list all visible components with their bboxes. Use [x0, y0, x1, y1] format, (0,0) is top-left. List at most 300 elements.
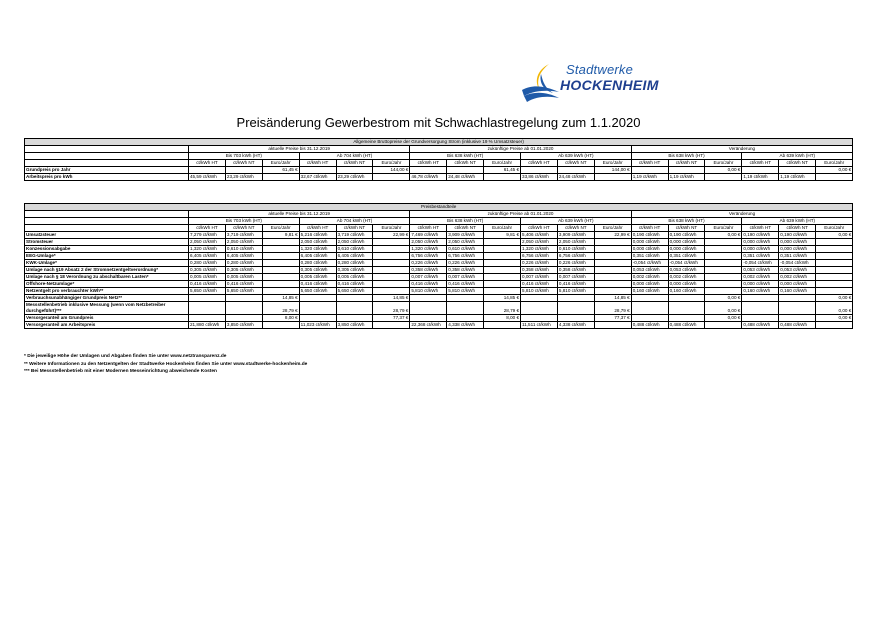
footnote-2: ** Weitere Informationen zu den Netzentgelten der Stadtwerke Hockenheim finden Sie unter www.stadtwerke-hockenheim.de	[24, 361, 308, 367]
table-row	[25, 315, 853, 322]
table-cell: 1,320 ct/kWh	[189, 246, 226, 253]
table-cell: 0,005 ct/kWh	[299, 274, 336, 281]
table-cell: 0,000 ct/kWh	[668, 281, 705, 288]
table-cell	[557, 315, 594, 322]
unit-header: ct/kWh HT	[742, 225, 779, 232]
table-cell	[447, 315, 484, 322]
table-cell: 0,351 ct/kWh	[631, 253, 668, 260]
table-row	[25, 302, 853, 315]
table-cell	[816, 288, 853, 295]
table-cell	[594, 288, 631, 295]
row-label: Umsatzsteuer	[25, 232, 189, 239]
table-cell	[262, 267, 299, 274]
unit-header: Euro/Jahr	[594, 160, 631, 167]
table-cell	[557, 302, 594, 315]
table-cell: 0,000 ct/kWh	[668, 246, 705, 253]
table-cell: 3,850 ct/kWh	[225, 322, 262, 329]
table-cell: 0,000 ct/kWh	[742, 281, 779, 288]
table-row	[25, 239, 853, 246]
table-cell	[594, 322, 631, 329]
table-cell	[816, 260, 853, 267]
unit-header: Euro/Jahr	[373, 160, 410, 167]
row-label: Umlage nach §19 Absatz 2 der Stromnetzentgeltverordnung*	[25, 267, 189, 274]
table-cell: 0,416 ct/kWh	[189, 281, 226, 288]
table-cell: 6,405 ct/kWh	[336, 253, 373, 260]
table-cell	[484, 260, 521, 267]
row-label: Offshore-Netzumlage*	[25, 281, 189, 288]
table-cell	[262, 274, 299, 281]
table-cell	[484, 274, 521, 281]
table-heading: Preisbestandteile	[25, 204, 853, 211]
table-cell	[484, 288, 521, 295]
unit-header: ct/kWh HT	[410, 160, 447, 167]
unit-header: ct/kWh NT	[557, 160, 594, 167]
table-row	[25, 253, 853, 260]
table-cell: 33,86 ct/kWh	[521, 174, 558, 181]
table-cell: 0,190 ct/kWh	[779, 232, 816, 239]
row-label: KWK-Umlage*	[25, 260, 189, 267]
subgroup-header: Bis 638 kWh (HT)	[410, 218, 521, 225]
table-cell	[742, 315, 779, 322]
unit-header-row	[25, 160, 853, 167]
table-cell	[262, 174, 299, 181]
table-heading-row	[25, 204, 853, 211]
table-cell: 28,79 €	[484, 302, 521, 315]
table-cell	[705, 288, 742, 295]
table-cell: 0,358 ct/kWh	[557, 267, 594, 274]
table-cell	[816, 267, 853, 274]
table-cell	[779, 302, 816, 315]
empty-cell	[25, 218, 189, 225]
table-cell	[705, 174, 742, 181]
table-cell	[373, 260, 410, 267]
table-cell	[521, 295, 558, 302]
table-cell	[594, 281, 631, 288]
table-cell: 5,650 ct/kWh	[225, 288, 262, 295]
table-cell: 6,756 ct/kWh	[447, 253, 484, 260]
unit-header: ct/kWh HT	[189, 160, 226, 167]
table-cell: 0,416 ct/kWh	[447, 281, 484, 288]
table-cell	[557, 295, 594, 302]
table-cell: 0,000 ct/kWh	[631, 281, 668, 288]
table-cell: 2,050 ct/kWh	[557, 239, 594, 246]
table-cell: 0,610 ct/kWh	[225, 246, 262, 253]
table-cell	[557, 167, 594, 174]
table-cell: 0,226 ct/kWh	[447, 260, 484, 267]
table-cell: 77,37 €	[594, 315, 631, 322]
table-cell	[594, 239, 631, 246]
subgroup-header: Ab 704 kWh (HT)	[299, 153, 410, 160]
table-cell: 9,81 €	[262, 232, 299, 239]
table-cell: 0,007 ct/kWh	[410, 274, 447, 281]
table-cell	[225, 302, 262, 315]
table-cell: 144,00 €	[373, 167, 410, 174]
table-cell	[373, 174, 410, 181]
table-cell: 3,909 ct/kWh	[557, 232, 594, 239]
table-cell: 0,160 ct/kWh	[668, 288, 705, 295]
table-cell	[705, 246, 742, 253]
unit-header: ct/kWh HT	[410, 225, 447, 232]
footnotes	[24, 353, 307, 376]
footnote-3: *** Bei Messstellenbetrieb mit einer Modernen Messeinrichtung abweichende Kosten	[24, 369, 217, 374]
table-cell: 4,338 ct/kWh	[447, 322, 484, 329]
unit-header: ct/kWh HT	[299, 160, 336, 167]
table-cell: 0,358 ct/kWh	[521, 267, 558, 274]
row-label: Versorgeranteil am Arbeitspreis	[25, 322, 189, 329]
subgroup-header: Bis 638 kWh (HT)	[631, 218, 742, 225]
table-cell: 0,416 ct/kWh	[557, 281, 594, 288]
table-cell: 0,358 ct/kWh	[447, 267, 484, 274]
subgroup-header: Ab 639 kWh (HT)	[521, 218, 632, 225]
table-cell: 0,305 ct/kWh	[189, 267, 226, 274]
table-cell	[225, 167, 262, 174]
table-cell	[225, 295, 262, 302]
unit-header: ct/kWh NT	[225, 160, 262, 167]
table-cell: 14,85 €	[484, 295, 521, 302]
table-cell	[668, 302, 705, 315]
table-cell	[631, 167, 668, 174]
unit-header: ct/kWh HT	[521, 225, 558, 232]
subgroup-header: Bis 703 kWh (HT)	[189, 218, 300, 225]
table-cell	[594, 253, 631, 260]
subgroup-header: Bis 703 kWh (HT)	[189, 153, 300, 160]
empty-cell	[25, 146, 189, 153]
table-cell	[373, 281, 410, 288]
table-cell: 14,85 €	[373, 295, 410, 302]
table-cell	[484, 246, 521, 253]
table-cell: 144,00 €	[594, 167, 631, 174]
table-cell: 23,29 ct/kWh	[225, 174, 262, 181]
table-cell: 0,305 ct/kWh	[225, 267, 262, 274]
table-cell	[189, 302, 226, 315]
table-cell	[373, 253, 410, 260]
table-cell: 6,756 ct/kWh	[557, 253, 594, 260]
table-cell: -0,054 ct/kWh	[742, 260, 779, 267]
unit-header: ct/kWh NT	[668, 160, 705, 167]
unit-header: ct/kWh NT	[225, 225, 262, 232]
table-cell	[262, 288, 299, 295]
table-cell	[262, 281, 299, 288]
table-cell: 0,000 ct/kWh	[742, 239, 779, 246]
table-cell: 5,216 ct/kWh	[299, 232, 336, 239]
row-label: EEG-Umlage*	[25, 253, 189, 260]
table-cell	[705, 322, 742, 329]
table-cell	[336, 315, 373, 322]
table-cell: 0,00 €	[816, 315, 853, 322]
table-cell	[299, 295, 336, 302]
table-cell	[742, 295, 779, 302]
unit-header: ct/kWh HT	[521, 160, 558, 167]
empty-cell	[25, 153, 189, 160]
table-cell: 24,48 ct/kWh	[447, 174, 484, 181]
unit-header: ct/kWh NT	[668, 225, 705, 232]
table-cell: 0,160 ct/kWh	[631, 288, 668, 295]
unit-header: Euro/Jahr	[484, 225, 521, 232]
table-cell: 28,79 €	[262, 302, 299, 315]
table-cell	[410, 315, 447, 322]
gross-price-table	[24, 138, 853, 181]
table-cell: 4,338 ct/kWh	[557, 322, 594, 329]
table-cell: 0,610 ct/kWh	[557, 246, 594, 253]
table-cell: 0,002 ct/kWh	[779, 274, 816, 281]
table-cell	[779, 167, 816, 174]
table-cell: 0,190 ct/kWh	[631, 232, 668, 239]
table-cell: 1,19 ct/kWh	[742, 174, 779, 181]
table-heading: Allgemeine Bruttopreise der Grundversorgung Strom (inklusive 19 % Umsatzsteuer)	[25, 139, 853, 146]
table-cell: 3,909 ct/kWh	[447, 232, 484, 239]
table-cell	[816, 239, 853, 246]
table-cell: 28,79 €	[373, 302, 410, 315]
row-label: Konzessionsabgabe	[25, 246, 189, 253]
table-row	[25, 167, 853, 174]
empty-cell	[25, 160, 189, 167]
table-cell	[631, 295, 668, 302]
table-cell: 5,650 ct/kWh	[336, 288, 373, 295]
table-cell	[816, 322, 853, 329]
footnote-1: * Die jeweilige Höhe der Umlagen und Abgaben finden Sie unter www.netztransparenz.de	[24, 354, 227, 359]
table-cell: 7,279 ct/kWh	[189, 232, 226, 239]
row-label: Grundpreis pro Jahr	[25, 167, 189, 174]
subgroup-header: Ab 639 kWh (HT)	[742, 218, 853, 225]
table-cell: 46,78 ct/kWh	[410, 174, 447, 181]
row-label: Messstellenbetrieb inklusive Messung (wenn vom Netzbetreiber durchgeführt)***	[25, 302, 189, 315]
unit-header: Euro/Jahr	[705, 160, 742, 167]
table-cell	[373, 288, 410, 295]
table-cell: 5,650 ct/kWh	[189, 288, 226, 295]
unit-header: Euro/Jahr	[262, 225, 299, 232]
table-cell: 3,850 ct/kWh	[336, 322, 373, 329]
table-cell: 0,351 ct/kWh	[668, 253, 705, 260]
table-cell: 14,85 €	[262, 295, 299, 302]
table-cell: 3,719 ct/kWh	[225, 232, 262, 239]
unit-header: ct/kWh HT	[631, 225, 668, 232]
table-cell	[410, 302, 447, 315]
table-cell: 0,226 ct/kWh	[410, 260, 447, 267]
table-cell: 2,050 ct/kWh	[299, 239, 336, 246]
table-row	[25, 322, 853, 329]
group-header: Veränderung	[631, 211, 853, 218]
table-cell	[668, 295, 705, 302]
table-cell: 0,488 ct/kWh	[631, 322, 668, 329]
table-cell: 0,610 ct/kWh	[447, 246, 484, 253]
table-cell: 6,405 ct/kWh	[189, 253, 226, 260]
table-cell: 6,756 ct/kWh	[521, 253, 558, 260]
table-cell	[521, 315, 558, 322]
table-cell: 32,67 ct/kWh	[299, 174, 336, 181]
subgroup-header: Bis 638 kWh (HT)	[631, 153, 742, 160]
table-cell: 1,320 ct/kWh	[299, 246, 336, 253]
table-cell: 2,050 ct/kWh	[410, 239, 447, 246]
table-cell: 61,45 €	[484, 167, 521, 174]
table-cell	[373, 322, 410, 329]
table-cell	[705, 260, 742, 267]
table-cell	[373, 246, 410, 253]
table-row	[25, 288, 853, 295]
table-cell	[373, 239, 410, 246]
table-cell	[779, 315, 816, 322]
table-cell: 0,000 ct/kWh	[668, 239, 705, 246]
table-cell: 0,190 ct/kWh	[668, 232, 705, 239]
table-cell	[484, 281, 521, 288]
table-row	[25, 174, 853, 181]
table-cell	[262, 253, 299, 260]
table-cell: 0,280 ct/kWh	[189, 260, 226, 267]
unit-header: ct/kWh NT	[336, 225, 373, 232]
table-cell: 0,610 ct/kWh	[336, 246, 373, 253]
group-header-row	[25, 211, 853, 218]
table-cell: -0,054 ct/kWh	[668, 260, 705, 267]
table-cell: 0,351 ct/kWh	[742, 253, 779, 260]
empty-cell	[25, 211, 189, 218]
row-label: Arbeitspreis pro kWh	[25, 174, 189, 181]
table-cell	[594, 246, 631, 253]
table-cell	[594, 274, 631, 281]
table-cell: 61,45 €	[262, 167, 299, 174]
table-cell: 0,280 ct/kWh	[225, 260, 262, 267]
unit-header: Euro/Jahr	[705, 225, 742, 232]
table-cell	[299, 315, 336, 322]
table-cell: 0,280 ct/kWh	[299, 260, 336, 267]
table-heading-row	[25, 139, 853, 146]
table-cell: 21,880 ct/kWh	[189, 322, 226, 329]
table-cell: 0,002 ct/kWh	[668, 274, 705, 281]
table-cell: 0,00 €	[816, 167, 853, 174]
subgroup-header: Bis 638 kWh (HT)	[410, 153, 521, 160]
table-row	[25, 267, 853, 274]
group-header: Veränderung	[631, 146, 853, 153]
table-cell: 0,000 ct/kWh	[779, 281, 816, 288]
table-cell: 0,160 ct/kWh	[779, 288, 816, 295]
table-cell: 0,053 ct/kWh	[779, 267, 816, 274]
table-cell: 0,416 ct/kWh	[299, 281, 336, 288]
table-cell	[484, 267, 521, 274]
table-cell	[594, 267, 631, 274]
table-cell: 0,000 ct/kWh	[779, 246, 816, 253]
table-cell: 0,00 €	[816, 295, 853, 302]
table-cell: 0,416 ct/kWh	[225, 281, 262, 288]
unit-header: Euro/Jahr	[262, 160, 299, 167]
table-cell: 0,00 €	[705, 315, 742, 322]
table-cell: 5,810 ct/kWh	[447, 288, 484, 295]
table-cell: 0,005 ct/kWh	[336, 274, 373, 281]
unit-header: Euro/Jahr	[484, 160, 521, 167]
subgroup-header: Ab 639 kWh (HT)	[742, 153, 853, 160]
table-row	[25, 232, 853, 239]
table-cell: 0,053 ct/kWh	[742, 267, 779, 274]
table-cell	[373, 267, 410, 274]
table-cell: 0,00 €	[705, 232, 742, 239]
table-cell: 0,053 ct/kWh	[631, 267, 668, 274]
table-cell	[742, 167, 779, 174]
row-label: Stromsteuer	[25, 239, 189, 246]
unit-header: Euro/Jahr	[594, 225, 631, 232]
table-cell	[705, 281, 742, 288]
unit-header: ct/kWh NT	[779, 225, 816, 232]
table-cell: 0,007 ct/kWh	[557, 274, 594, 281]
table-cell: 0,000 ct/kWh	[779, 239, 816, 246]
unit-header: ct/kWh HT	[742, 160, 779, 167]
table-cell: 11,511 ct/kWh	[521, 322, 558, 329]
subgroup-header-row	[25, 153, 853, 160]
table-cell	[705, 267, 742, 274]
unit-header: ct/kWh HT	[189, 225, 226, 232]
table-cell: 22,368 ct/kWh	[410, 322, 447, 329]
table-cell	[336, 295, 373, 302]
table-cell: 6,405 ct/kWh	[225, 253, 262, 260]
table-cell: 1,19 ct/kWh	[631, 174, 668, 181]
table-cell: 9,81 €	[484, 232, 521, 239]
table-cell: 0,00 €	[816, 302, 853, 315]
table-cell	[299, 302, 336, 315]
table-cell: 0,053 ct/kWh	[668, 267, 705, 274]
table-cell: 0,280 ct/kWh	[336, 260, 373, 267]
table-cell: -0,054 ct/kWh	[631, 260, 668, 267]
table-cell: 22,99 €	[594, 232, 631, 239]
table-cell: 24,48 ct/kWh	[557, 174, 594, 181]
table-cell	[816, 253, 853, 260]
table-cell: 0,226 ct/kWh	[557, 260, 594, 267]
table-cell	[410, 167, 447, 174]
table-cell: 0,488 ct/kWh	[779, 322, 816, 329]
unit-header: Euro/Jahr	[373, 225, 410, 232]
table-cell: 5,650 ct/kWh	[299, 288, 336, 295]
table-cell: 2,050 ct/kWh	[336, 239, 373, 246]
table-cell: 0,007 ct/kWh	[447, 274, 484, 281]
table-cell: 5,810 ct/kWh	[557, 288, 594, 295]
table-cell: 0,416 ct/kWh	[521, 281, 558, 288]
table-cell: 77,37 €	[373, 315, 410, 322]
table-cell	[410, 295, 447, 302]
table-cell	[262, 322, 299, 329]
table-cell	[336, 167, 373, 174]
table-cell	[631, 302, 668, 315]
table-cell: 11,023 ct/kWh	[299, 322, 336, 329]
table-cell: 0,002 ct/kWh	[742, 274, 779, 281]
table-cell: 6,405 ct/kWh	[299, 253, 336, 260]
group-header: aktuelle Preise bis 31.12.2019	[189, 211, 410, 218]
table-cell: 0,007 ct/kWh	[521, 274, 558, 281]
table-cell	[189, 315, 226, 322]
table-cell	[594, 174, 631, 181]
price-components-table	[24, 203, 853, 329]
table-cell: 0,160 ct/kWh	[742, 288, 779, 295]
table-cell: 3,719 ct/kWh	[336, 232, 373, 239]
table-cell: 0,190 ct/kWh	[742, 232, 779, 239]
table-cell	[189, 295, 226, 302]
table-cell: 14,85 €	[594, 295, 631, 302]
table-cell: 0,00 €	[705, 302, 742, 315]
logo-text-hockenheim: HOCKENHEIM	[560, 77, 659, 93]
table-cell: 2,050 ct/kWh	[521, 239, 558, 246]
table-cell: 5,406 ct/kWh	[521, 232, 558, 239]
row-label: Netzentgelt pro verbrauchter kWh**	[25, 288, 189, 295]
table-cell: 2,050 ct/kWh	[447, 239, 484, 246]
table-cell: 0,358 ct/kWh	[410, 267, 447, 274]
table-cell	[779, 295, 816, 302]
unit-header: ct/kWh NT	[447, 160, 484, 167]
unit-header: ct/kWh HT	[631, 160, 668, 167]
unit-header: Euro/Jahr	[816, 160, 853, 167]
table-cell: 0,305 ct/kWh	[299, 267, 336, 274]
table-cell	[484, 322, 521, 329]
table-cell: 0,488 ct/kWh	[668, 322, 705, 329]
table-cell	[336, 302, 373, 315]
table-cell: 6,756 ct/kWh	[410, 253, 447, 260]
table-cell	[631, 315, 668, 322]
table-cell: 1,320 ct/kWh	[410, 246, 447, 253]
group-header: zukünftige Preise ab 01.01.2020	[410, 211, 631, 218]
table-cell: 5,810 ct/kWh	[410, 288, 447, 295]
